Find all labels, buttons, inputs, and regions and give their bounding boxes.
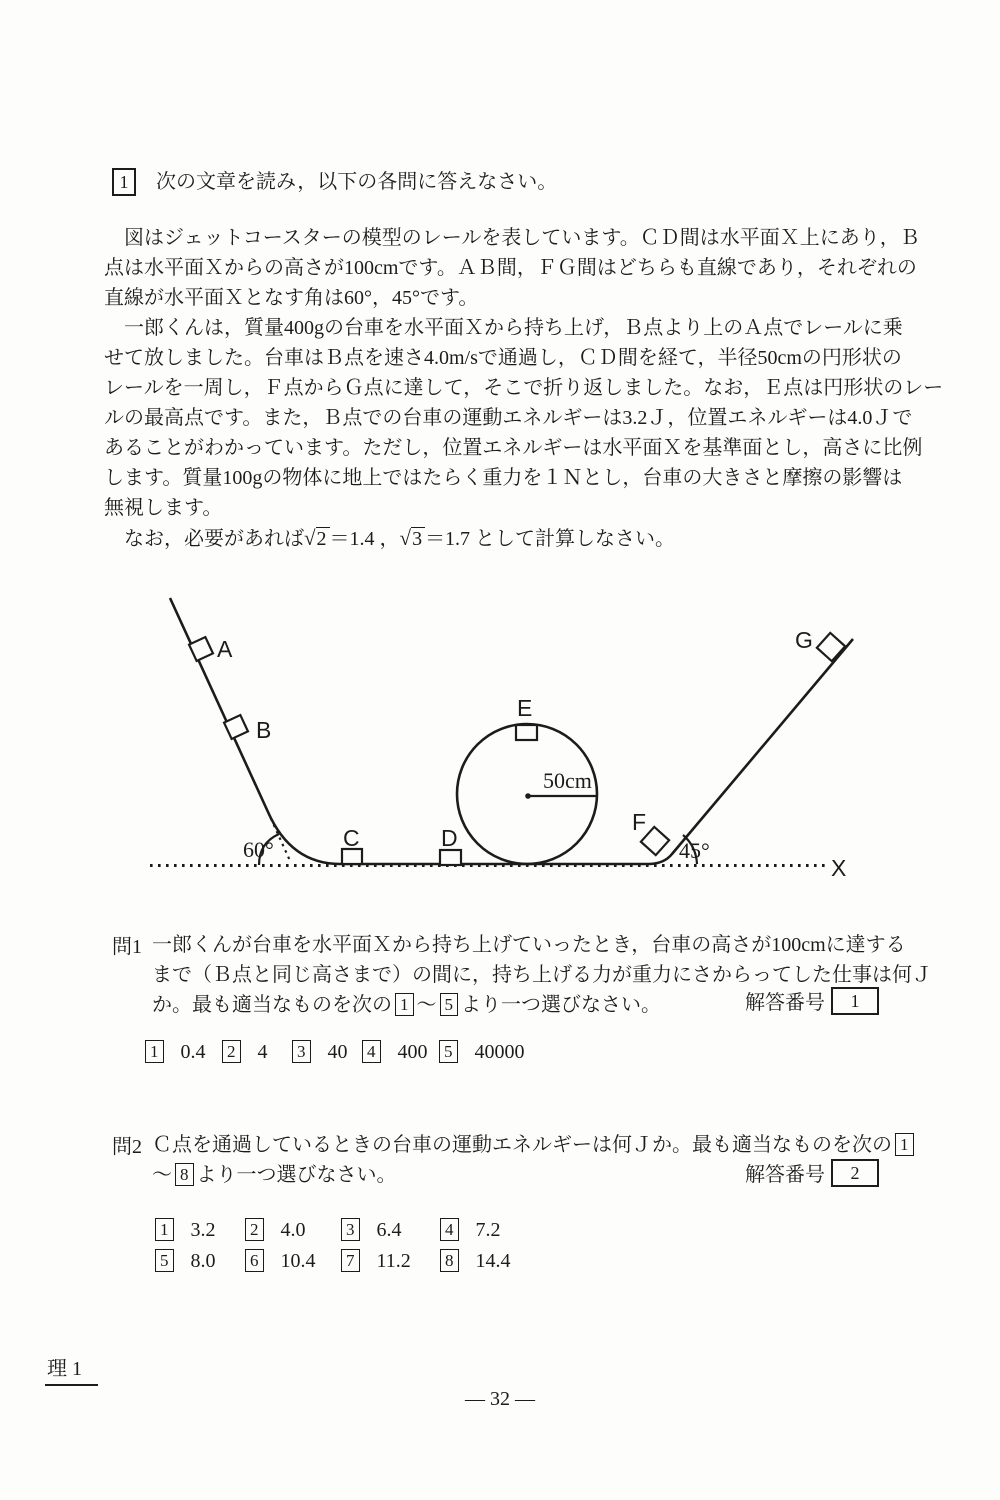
choice-number: 4 — [362, 1040, 381, 1063]
q2-answer-number-box: 2 — [831, 1159, 879, 1187]
choice-value: 7.2 — [475, 1219, 501, 1241]
choice-number: 6 — [245, 1249, 264, 1272]
radical-icon: √ — [304, 526, 316, 550]
cart-G — [817, 633, 845, 661]
passage-line: 図はジェットコースターの模型のレールを表しています。ＣＤ間は水平面Ｘ上にあり，Ｂ — [104, 227, 920, 249]
choice-value: 4.0 — [280, 1219, 306, 1241]
passage-line: します。質量100gの物体に地上ではたらく重力を１Ｎとし，台車の大きさと摩擦の影響は — [104, 467, 903, 489]
passage-line: 直線が水平面Ｘとなす角は60°，45°です。 — [104, 287, 479, 309]
choice-number: 3 — [292, 1040, 311, 1063]
point-label-G: G — [795, 627, 813, 653]
sqrt2-radicand: 2 — [316, 527, 330, 550]
sqrt-line-pre: なお，必要があれば — [104, 528, 304, 550]
q2-choice-2[interactable] — [242, 1218, 338, 1242]
choice-value: 0.4 — [180, 1041, 206, 1063]
q1-range-to-box: 5 — [440, 993, 459, 1016]
q1-answer-label: 解答番号 — [745, 992, 825, 1014]
q1-answer-row — [745, 986, 879, 1015]
point-label-E: E — [517, 695, 533, 721]
choice-value: 10.4 — [280, 1250, 316, 1272]
point-label-C: C — [343, 825, 360, 851]
coaster-diagram-svg — [0, 570, 1000, 905]
choice-number: 7 — [341, 1249, 360, 1272]
q1-range-from-box: 1 — [395, 993, 414, 1016]
q1-line1: 一郎くんが台車を水平面Ｘから持ち上げていったとき，台車の高さが100cmに達する — [152, 934, 906, 956]
cart-E — [516, 725, 537, 740]
q2-choice-8[interactable] — [437, 1249, 511, 1273]
passage-line: 一郎くんは，質量400gの台車を水平面Ｘから持ち上げ，Ｂ点より上のＡ点でレールに乗 — [104, 317, 903, 339]
cart-B — [224, 715, 248, 739]
choice-value: 14.4 — [475, 1250, 511, 1272]
q1-choice-2[interactable] — [219, 1040, 289, 1064]
plane-label-X: X — [831, 855, 847, 881]
choice-number: 2 — [222, 1040, 241, 1063]
point-label-D: D — [441, 825, 458, 851]
point-label-A: A — [217, 636, 233, 662]
point-label-B: B — [256, 717, 272, 743]
q1-answer-number-box: 1 — [831, 987, 879, 1015]
q2-choice-5[interactable] — [152, 1249, 242, 1273]
section-number-box: 1 — [112, 168, 136, 196]
passage-line: レールを一周し，Ｆ点からＧ点に達して，そこで折り返しました。なお，Ｅ点は円形状のレー — [104, 377, 944, 399]
q2-line1 — [152, 1130, 917, 1160]
q2-choice-3[interactable] — [338, 1218, 437, 1242]
q1-tilde: ～ — [416, 994, 437, 1016]
cart-A — [189, 637, 213, 661]
point-label-F: F — [632, 809, 647, 835]
section-instruction: 次の文章を読み，以下の各問に答えなさい。 — [156, 171, 558, 193]
passage-line: ルの最高点です。また，Ｂ点での台車の運動エネルギーは3.2Ｊ，位置エネルギーは4.0Ｊで — [104, 407, 913, 429]
choice-value: 8.0 — [190, 1250, 216, 1272]
choice-value: 11.2 — [376, 1250, 411, 1272]
angle-label-45: 45° — [679, 838, 710, 863]
q1-line3-pre: か。最も適当なものを次の — [152, 994, 392, 1016]
q2-answer-row — [745, 1158, 879, 1187]
q1-label: 問1 — [112, 936, 142, 958]
choice-number: 8 — [440, 1249, 459, 1272]
q2-line2-post: より一つ選びなさい。 — [196, 1164, 397, 1186]
choice-value: 400 — [397, 1041, 428, 1063]
q2-choice-4[interactable] — [437, 1218, 511, 1242]
angle-label-60: 60° — [243, 837, 274, 862]
q2-range-from-box: 1 — [895, 1133, 914, 1156]
q2-line2-pre: ～ — [152, 1164, 172, 1186]
q2-line1-text: Ｃ点を通過しているときの台車の運動エネルギーは何Ｊか。最も適当なものを次の — [152, 1134, 892, 1156]
sqrt-line-mid: ＝1.4 ， — [329, 528, 400, 550]
passage-sqrt-line — [104, 523, 896, 553]
choice-number: 4 — [440, 1218, 459, 1241]
sqrt-line-post: ＝1.7 として計算しなさい。 — [425, 528, 676, 550]
choice-number: 5 — [439, 1040, 458, 1063]
choice-value: 40 — [327, 1041, 348, 1063]
q2-answer-label: 解答番号 — [745, 1164, 825, 1186]
choice-number: 3 — [341, 1218, 360, 1241]
sqrt3-radicand: 3 — [411, 527, 425, 550]
q1-choice-4[interactable] — [359, 1040, 436, 1064]
choice-number: 2 — [245, 1218, 264, 1241]
q2-choice-6[interactable] — [242, 1249, 338, 1273]
q1-line3-post: より一つ選びなさい。 — [461, 994, 661, 1016]
choice-value: 3.2 — [190, 1219, 216, 1241]
cart-C — [342, 849, 362, 864]
q1-choice-5[interactable] — [436, 1040, 525, 1064]
q1-choice-1[interactable] — [142, 1040, 219, 1064]
q1-choice-3[interactable] — [289, 1040, 359, 1064]
choice-number: 1 — [145, 1040, 164, 1063]
page-number: — 32 — — [465, 1388, 535, 1410]
passage-line: 無視します。 — [104, 497, 223, 519]
coaster-diagram — [0, 570, 1000, 910]
choice-number: 5 — [155, 1249, 174, 1272]
q1-choices — [142, 1040, 525, 1064]
choice-value: 4 — [257, 1041, 268, 1063]
radius-label: 50cm — [543, 768, 592, 793]
cart-D — [440, 850, 461, 865]
q2-choices — [152, 1218, 511, 1273]
q2-choice-1[interactable] — [152, 1218, 242, 1242]
problem-passage — [104, 223, 944, 553]
q2-choice-7[interactable] — [338, 1249, 437, 1273]
radical-icon: √ — [399, 526, 412, 550]
choice-value: 6.4 — [376, 1219, 402, 1241]
choice-value: 40000 — [474, 1041, 525, 1063]
passage-line: せて放しました。台車はＢ点を速さ4.0m/sで通過し，ＣＤ間を経て，半径50cmの円形状の — [104, 347, 902, 369]
rail-track — [170, 598, 853, 864]
footer-subject-label: 理 1 — [45, 1352, 98, 1386]
passage-line: あることがわかっています。ただし，位置エネルギーは水平面Ｘを基準面とし，高さに比例 — [104, 437, 923, 459]
q2-range-to-box: 8 — [175, 1163, 194, 1186]
section-header — [112, 168, 557, 196]
choice-number: 1 — [155, 1218, 174, 1241]
passage-line: 点は水平面Ｘからの高さが100cmです。ＡＢ間，ＦＧ間はどちらも直線であり，それぞれの — [104, 257, 917, 279]
q2-label: 問2 — [112, 1136, 142, 1158]
q1-line2: まで（Ｂ点と同じ高さまで）の間に，持ち上げる力が重力にさからってした仕事は何Ｊ — [152, 964, 932, 986]
